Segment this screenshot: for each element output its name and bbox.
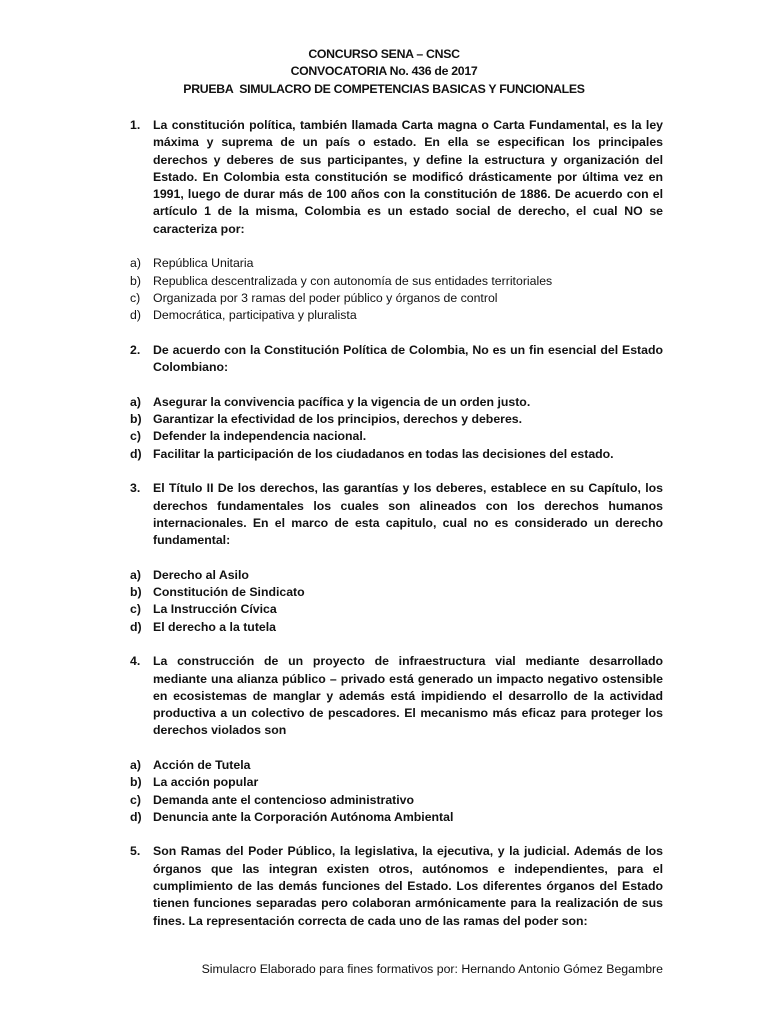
option-a [130,757,663,774]
question-number: 2. [130,342,141,357]
footer-credit: Simulacro Elaborado para fines formativos por: Hernando Antonio Gómez Begambre [201,962,663,976]
option-text: Denuncia ante la Corporación Autónoma Ambiental [153,809,454,824]
option-letter: a) [130,567,141,582]
question-number: 1. [130,118,141,132]
option-d [130,307,663,324]
option-letter: b) [130,273,141,288]
option-b [130,774,663,791]
option-letter: d) [130,446,142,461]
option-letter: b) [130,775,142,790]
question-2-statement [130,342,663,377]
option-letter: c) [130,290,141,305]
option-d [130,809,663,826]
question-4-statement [130,653,663,739]
option-a [130,567,663,584]
question-text: El Título II De los derechos, las garantías y los deberes, establece en su Capítulo, los derechos fundamentales los cuales son alineados con los derechos humanos internacionales. En el marco de esta capitulo, cual no es considerado un derecho fundamental: [153,481,663,548]
header-call-number: CONVOCATORIA No. 436 de 2017 [290,64,478,79]
option-text: El derecho a la tutela [153,619,277,634]
option-a [130,255,663,272]
question-text: De acuerdo con la Constitución Política de Colombia, No es un fin esencial del Estado Colombiano: [153,342,663,375]
question-number: 4. [130,654,141,669]
option-letter: d) [130,619,142,634]
question-2-options [130,394,663,463]
option-d [130,619,663,636]
option-letter: c) [130,792,141,807]
option-b [130,411,663,428]
option-letter: c) [130,429,141,444]
option-letter: a) [130,757,141,772]
header-test-name: PRUEBA SIMULACRO DE COMPETENCIAS BASICAS Y FUNCIONALES [183,81,585,96]
option-c [130,290,663,307]
question-5-statement [130,843,663,929]
document-header [0,46,768,98]
option-letter: a) [130,256,141,271]
option-text: Democrática, participativa y pluralista [153,308,357,323]
question-1-statement [130,117,663,238]
question-text: La construcción de un proyecto de infraestructura vial mediante desarrollado mediante una alianza público – privado está generado un impacto negativo ostensible en ecosistemas de manglar y además está impidiendo el desarrollo de la actividad productiva a un colectivo de pescadores. El mecanismo más eficaz para proteger los derechos violados son [153,654,663,738]
option-letter: a) [130,394,141,409]
option-text: Republica descentralizada y con autonomía de sus entidades territoriales [153,273,553,288]
option-c [130,601,663,618]
option-a [130,394,663,411]
option-text: República Unitaria [153,256,254,271]
option-letter: b) [130,585,142,600]
question-2 [130,342,663,463]
option-b [130,273,663,290]
option-letter: d) [130,809,142,824]
question-3-statement [130,480,663,549]
option-b [130,584,663,601]
question-number: 5. [130,844,141,859]
option-text: Facilitar la participación de los ciudadanos en todas las decisiones del estado. [153,446,614,461]
question-1 [130,117,663,325]
option-c [130,792,663,809]
question-1-options [130,255,663,324]
option-letter: b) [130,412,142,427]
question-list [130,117,663,930]
option-text: Garantizar la efectividad de los principios, derechos y deberes. [153,412,523,427]
option-text: Constitución de Sindicato [153,585,305,600]
question-4-options [130,757,663,826]
option-text: Demanda ante el contencioso administrativo [153,792,415,807]
question-text: Son Ramas del Poder Público, la legislativa, la ejecutiva, y la judicial. Además de los órganos que las integran existen otros, autónomos e independientes, para el cumplimiento de las demás funciones del Estado. Los diferentes órganos del Estado tienen funciones separadas pero colaboran armónicamente para la realización de sus fines. La representación correcta de cada uno de las ramas del poder son: [153,844,663,928]
option-text: Asegurar la convivencia pacífica y la vigencia de un orden justo. [153,394,531,409]
option-c [130,428,663,445]
option-text: La acción popular [153,775,259,790]
question-3 [130,480,663,636]
option-d [130,446,663,463]
option-text: Acción de Tutela [153,757,251,772]
question-3-options [130,567,663,636]
option-text: Defender la independencia nacional. [153,429,367,444]
question-5 [130,843,663,929]
question-text: La constitución política, también llamada Carta magna o Carta Fundamental, es la ley máxima y suprema de un país o estado. En ella se especifican los principales derechos y deberes de sus participantes, y define la estructura y organización del Estado. En Colombia esta constitución se modificó drásticamente por última vez en 1991, luego de durar más de 100 años con la constitución de 1886. De acuerdo con el artículo 1 de la misma, Colombia es un estado social de derecho, el cual NO se caracteriza por: [153,118,663,236]
header-contest-title: CONCURSO SENA – CNSC [308,47,460,61]
option-letter: c) [130,602,141,617]
option-letter: d) [130,308,141,323]
option-text: Derecho al Asilo [153,567,249,582]
question-4 [130,653,663,826]
question-number: 3. [130,481,141,496]
option-text: La Instrucción Cívica [153,602,277,617]
option-text: Organizada por 3 ramas del poder público y órganos de control [153,290,498,305]
